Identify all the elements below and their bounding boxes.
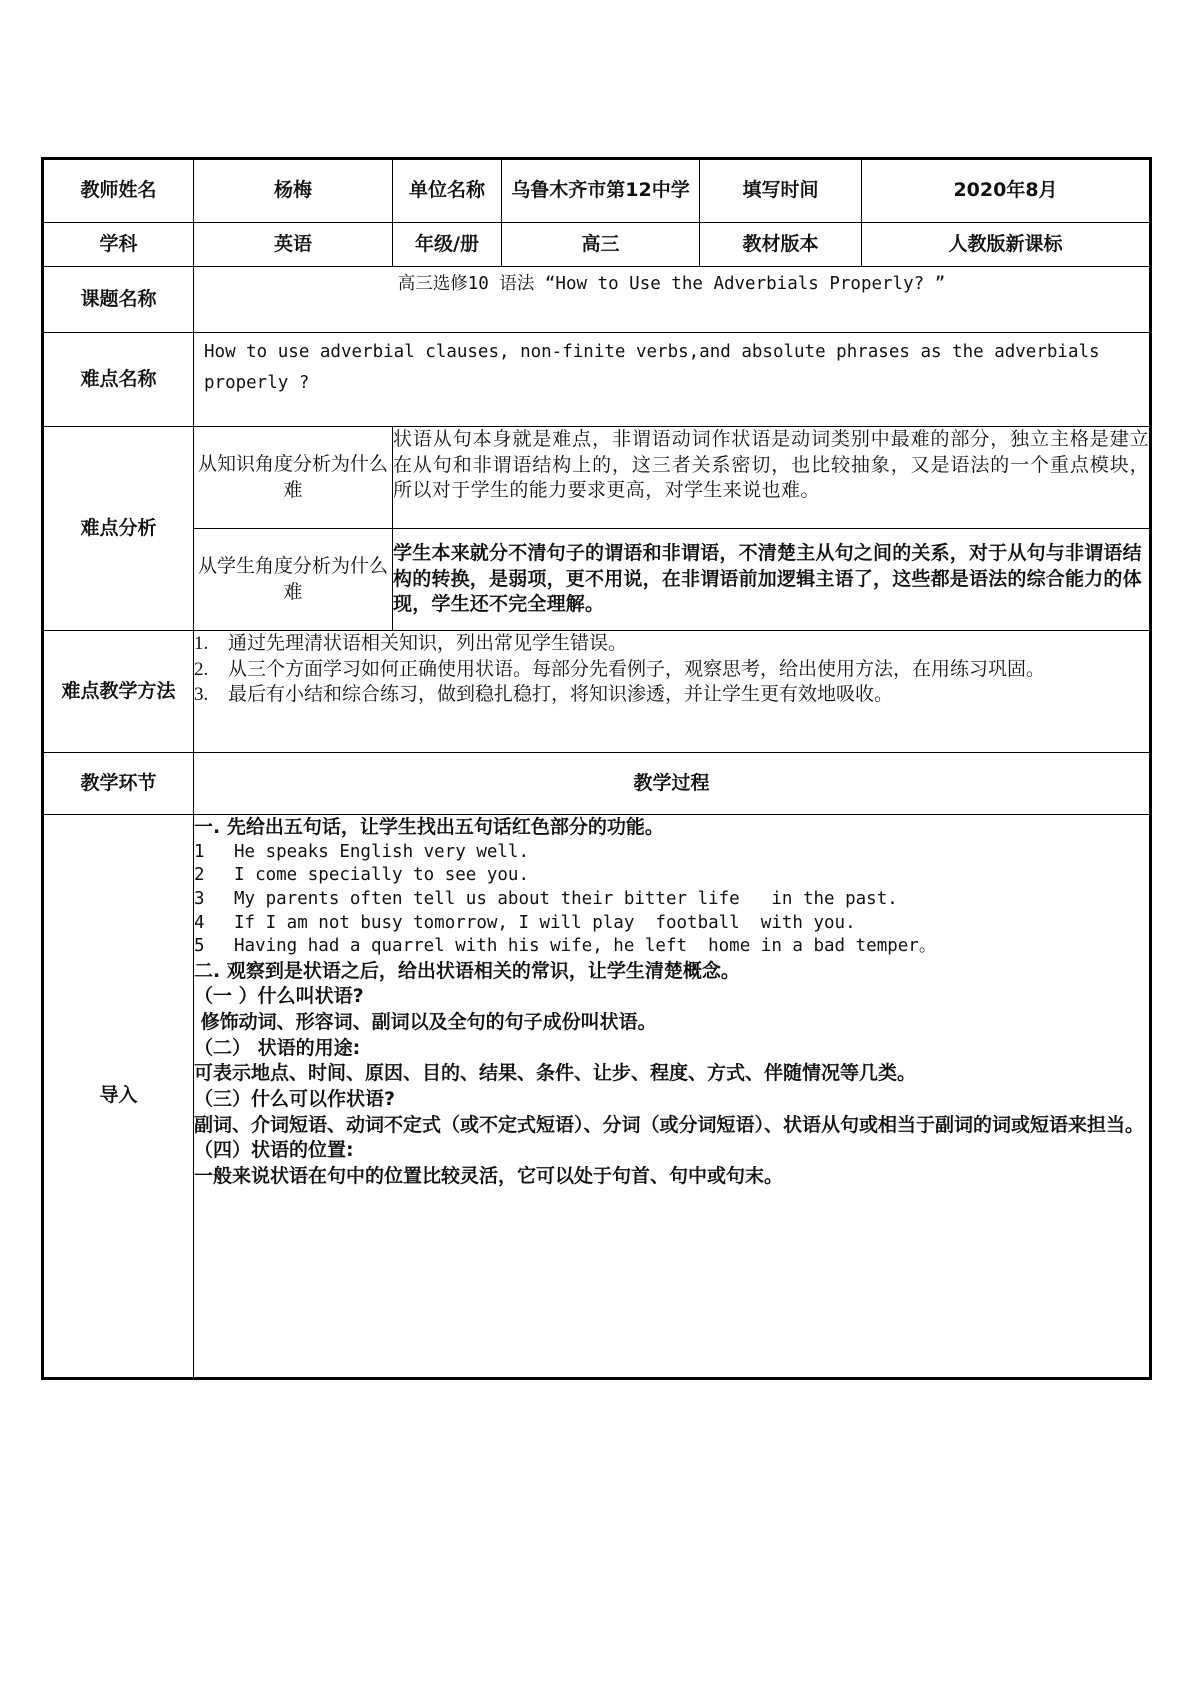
analysis-row-2 <box>43 529 1151 631</box>
method-item-text: 通过先理清状语相关知识，列出常见学生错误。 <box>228 633 628 654</box>
teaching-process-label: 教学过程 <box>194 753 1151 815</box>
header-row-2 <box>43 223 1151 267</box>
subject-label: 学科 <box>43 223 194 267</box>
method-row <box>43 631 1151 753</box>
method-item-number: 3. <box>194 684 209 706</box>
subject-value: 英语 <box>194 223 393 267</box>
topic-value: 高三选修10 语法 “How to Use the Adverbials Properly? ” <box>397 274 946 294</box>
example-number: 1 <box>194 841 205 862</box>
analysis-label: 难点分析 <box>43 427 194 631</box>
question-3-text: 副词、介词短语、动词不定式（或不定式短语）、分词（或分词短语）、状语从句或相当于副词的词或短语来担当。 <box>194 1113 1145 1136</box>
example-sentence <box>194 888 1149 912</box>
method-item <box>194 682 1149 708</box>
fill-date-label: 填写时间 <box>700 159 862 223</box>
question-4-text: 一般来说状语在句中的位置比较灵活，它可以处于句首、句中或句末。 <box>194 1164 784 1187</box>
method-list <box>194 631 1151 753</box>
question-3-title: （三）什么可以作状语? <box>194 1087 396 1110</box>
teacher-name-value: 杨梅 <box>194 159 393 223</box>
process-header-row <box>43 753 1151 815</box>
example-number: 4 <box>194 912 205 933</box>
question-2-text: 可表示地点、时间、原因、目的、结果、条件、让步、程度、方式、伴随情况等几类。 <box>194 1062 917 1085</box>
edition-value: 人教版新课标 <box>862 223 1151 267</box>
difficulty-label: 难点名称 <box>43 333 194 427</box>
grade-value: 高三 <box>502 223 700 267</box>
example-text: Having had a quarrel with his wife, he left home in a bad temper。 <box>234 936 937 957</box>
teacher-name-label: 教师姓名 <box>43 159 194 223</box>
unit-name-label: 单位名称 <box>393 159 502 223</box>
method-item <box>194 657 1149 683</box>
student-angle-label: 从学生角度分析为什么难 <box>194 529 393 631</box>
example-sentence <box>194 912 1149 936</box>
method-item-number: 1. <box>194 633 209 654</box>
example-number: 5 <box>194 936 205 957</box>
question-1-title: （一 ）什么叫状语? <box>194 985 364 1008</box>
difficulty-value: How to use adverbial clauses, non-finite verbs,and absolute phrases as the adverbials properly ? <box>204 342 1100 393</box>
example-sentence <box>194 935 1149 959</box>
question-2-title: （二） 状语的用途: <box>194 1036 361 1059</box>
intro-content <box>194 815 1151 1379</box>
example-text: He speaks English very well. <box>234 841 530 862</box>
question-1-text: 修饰动词、形容词、副词以及全句的句子成份叫状语。 <box>194 1011 657 1034</box>
lesson-plan-table <box>41 157 1152 1380</box>
example-number: 3 <box>194 888 205 909</box>
example-number: 2 <box>194 865 205 886</box>
intro-row <box>43 815 1151 1379</box>
knowledge-angle-text: 状语从句本身就是难点，非谓语动词作状语是动词类别中最难的部分，独立主格是建立在从句和非谓语结构上的，这三者关系密切，也比较抽象，又是语法的一个重点模块，所以对于学生的能力要求更高，对学生来说也难。 <box>393 427 1151 529</box>
knowledge-angle-label: 从知识角度分析为什么难 <box>194 427 393 529</box>
unit-name-value: 乌鲁木齐市第12中学 <box>502 159 700 223</box>
example-sentence <box>194 841 1149 865</box>
header-row-1 <box>43 159 1151 223</box>
edition-label: 教材版本 <box>700 223 862 267</box>
teaching-stage-label: 教学环节 <box>43 753 194 815</box>
question-4-title: （四）状语的位置: <box>194 1139 354 1162</box>
example-text: If I am not busy tomorrow, I will play football with you. <box>234 912 856 933</box>
difficulty-row <box>43 333 1151 427</box>
method-item-number: 2. <box>194 658 209 680</box>
student-angle-text: 学生本来就分不清句子的谓语和非谓语，不清楚主从句之间的关系，对于从句与非谓语结构的转换，是弱项，更不用说，在非谓语前加逻辑主语了，这些都是语法的综合能力的体现，学生还不完全理解。 <box>393 529 1151 631</box>
intro-part2-title: 二. 观察到是状语之后，给出状语相关的常识，让学生清楚概念。 <box>194 959 740 982</box>
intro-label: 导入 <box>43 815 194 1379</box>
method-item-text: 最后有小结和综合练习，做到稳扎稳打，将知识渗透，并让学生更有效地吸收。 <box>228 684 894 706</box>
topic-label: 课题名称 <box>43 267 194 333</box>
example-sentence <box>194 864 1149 888</box>
analysis-row-1 <box>43 427 1151 529</box>
example-text: My parents often tell us about their bitter life in the past. <box>234 888 898 909</box>
fill-date-value: 2020年8月 <box>862 159 1151 223</box>
method-label: 难点教学方法 <box>43 631 194 753</box>
method-item-text: 从三个方面学习如何正确使用状语。每部分先看例子，观察思考，给出使用方法，在用练习巩固。 <box>228 658 1046 680</box>
intro-part1-title: 一. 先给出五句话，让学生找出五句话红色部分的功能。 <box>194 816 664 838</box>
grade-label: 年级/册 <box>393 223 502 267</box>
example-text: I come specially to see you. <box>234 865 530 886</box>
topic-row <box>43 267 1151 333</box>
method-item <box>194 631 1149 657</box>
